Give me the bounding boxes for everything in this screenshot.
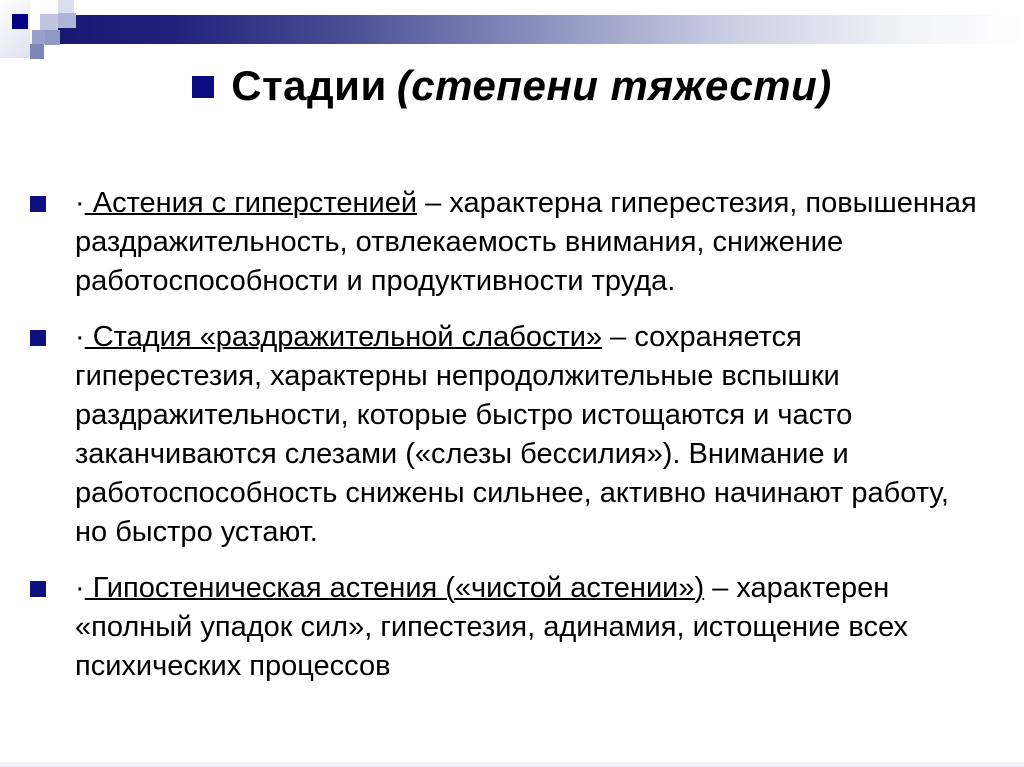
bullet-text (75, 318, 987, 552)
slide-title-paren: (степени тяжести) (396, 62, 832, 109)
decor-square-navy (12, 14, 28, 29)
list-item (30, 569, 1005, 686)
bullet-marker: · (75, 572, 85, 604)
slide-title (231, 62, 831, 110)
bullet-text (75, 569, 987, 686)
decor-square-light-top (58, 0, 74, 13)
list-item (30, 318, 1005, 552)
header-gradient-bar (58, 15, 1024, 44)
bullet-definition: – сохраняется гиперестезия, характерны непродолжительные вспышки раздражительности, которые быстро истощаются и часто заканчиваются слезами («слезы бессилия»). Внимание и работоспособность снижены сильнее, активно начинают работу, но быстро устают. (75, 321, 949, 548)
decor-square-slate-a (32, 30, 45, 44)
slide-title-row (0, 62, 1024, 110)
bullet-term: Астения с гиперстенией (84, 187, 418, 219)
bullet-list (30, 184, 1005, 703)
decor-square-on-bar (58, 13, 76, 28)
slide-title-main: Стадии (231, 62, 387, 109)
decor-square-slate-c (30, 44, 44, 59)
bullet-marker: · (75, 321, 85, 353)
bullet-term: Гипостеническая астения («чистой астении») (84, 572, 705, 604)
list-item (30, 184, 1005, 301)
footer-strip (0, 762, 1024, 767)
bullet-marker: · (75, 187, 85, 219)
decor-square-slate-b (45, 30, 60, 45)
bullet-square-icon (30, 330, 46, 346)
corner-gradient-strip (0, 0, 30, 58)
bullet-definition: – характерна гиперестезия, повышенная раздражительность, отвлекаемость внимания, снижение работоспособности и продуктивности труда. (75, 187, 977, 297)
bullet-square-icon (30, 196, 46, 212)
decor-square-lavender (40, 14, 58, 30)
bullet-text (75, 184, 987, 301)
bullet-term: Стадия «раздражительной слабости» (84, 321, 603, 353)
title-bullet-square-icon (192, 76, 214, 98)
bullet-definition: – характерен «полный упадок сил», гипестезия, адинамия, истощение всех психических процессов (75, 572, 908, 682)
bullet-square-icon (30, 581, 46, 597)
